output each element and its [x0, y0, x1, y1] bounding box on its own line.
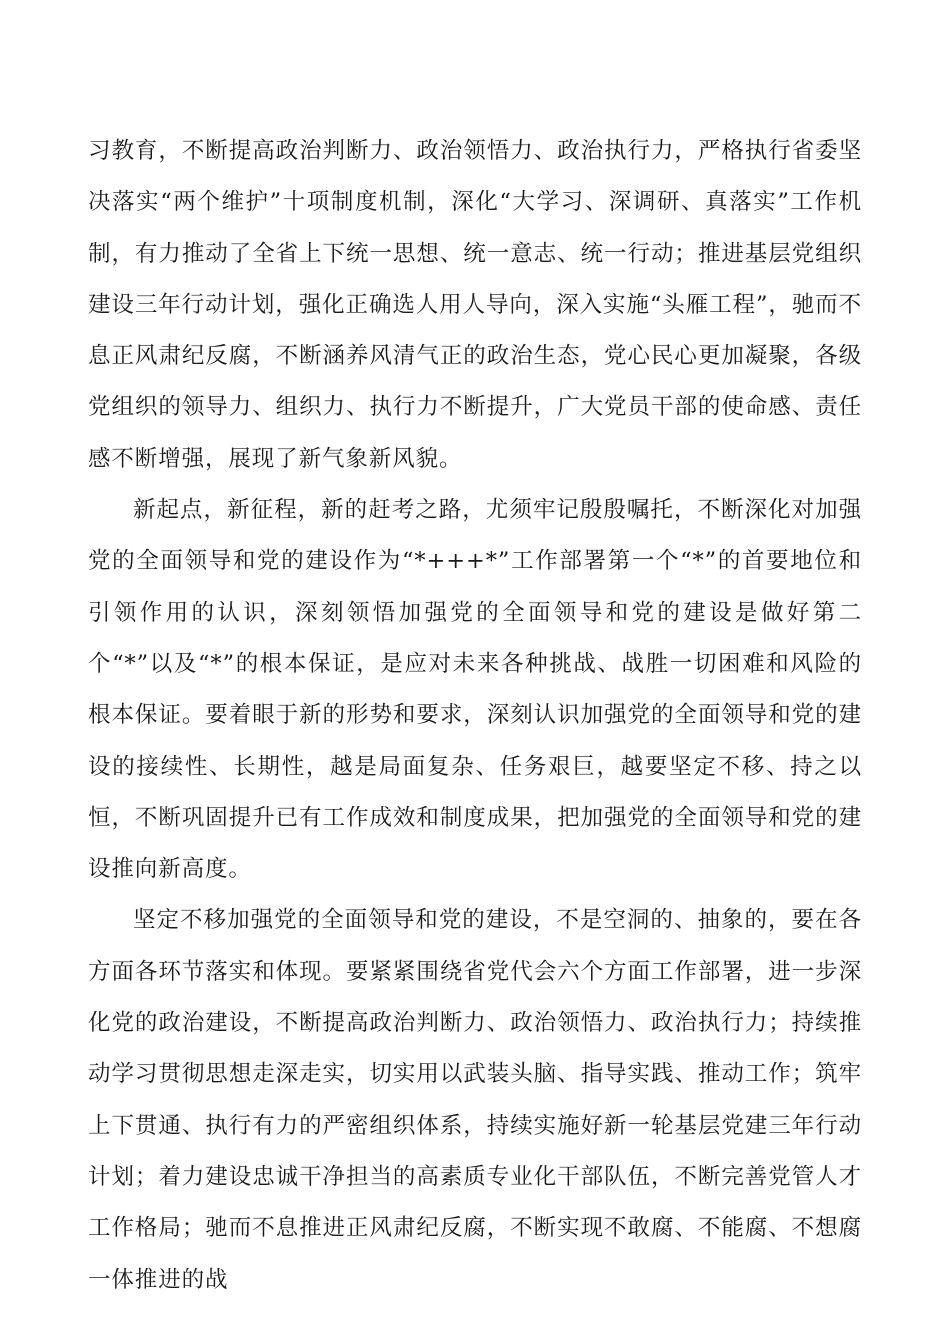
paragraph-unwavering-leadership: 坚定不移加强党的全面领导和党的建设，不是空洞的、抽象的，要在各方面各环节落实和体现。要紧紧围绕省党代会六个方面工作部署，进一步深化党的政治建设，不断提高政治判断力、政治领悟力、政治执行力；持续推动学习贯彻思想走深走实，切实用以武装头脑、指导实践、推动工作；筑牢上下贯通、执行有力的严密组织体系，持续实施好新一轮基层党建三年行动计划；着力建设忠诚干净担当的高素质专业化干部队伍，不断完善党管人才工作格局；驰而不息推进正风肃纪反腐，不断实现不敢腐、不能腐、不想腐一体推进的战	[88, 907, 862, 1293]
paragraph-new-starting-point: 新起点，新征程，新的赶考之路，尤须牢记殷殷嘱托，不断深化对加强党的全面领导和党的建设作为“*+++*”工作部署第一个“*”的首要地位和引领作用的认识，深刻领悟加强党的全面领导和党的建设是做好第二个“*”以及“*”的根本保证，是应对未来各种挑战、战胜一切困难和风险的根本保证。要着眼于新的形势和要求，深刻认识加强党的全面领导和党的建设的接续性、长期性，越是局面复杂、任务艰巨，越要坚定不移、持之以恒，不断巩固提升已有工作成效和制度成果，把加强党的全面领导和党的建设推向新高度。	[88, 497, 862, 883]
paragraph-continued: 习教育，不断提高政治判断力、政治领悟力、政治执行力，严格执行省委坚决落实“两个维护”十项制度机制，深化“大学习、深调研、真落实”工作机制，有力推动了全省上下统一思想、统一意志、统一行动；推进基层党组织建设三年行动计划，强化正确选人用人导向，深入实施“头雁工程”，驰而不息正风肃纪反腐，不断涵养风清气正的政治生态，党心民心更加凝聚，各级党组织的领导力、组织力、执行力不断提升，广大党员干部的使命感、责任感不断增强，展现了新气象新风貌。	[88, 138, 862, 472]
document-body	[88, 126, 862, 1306]
